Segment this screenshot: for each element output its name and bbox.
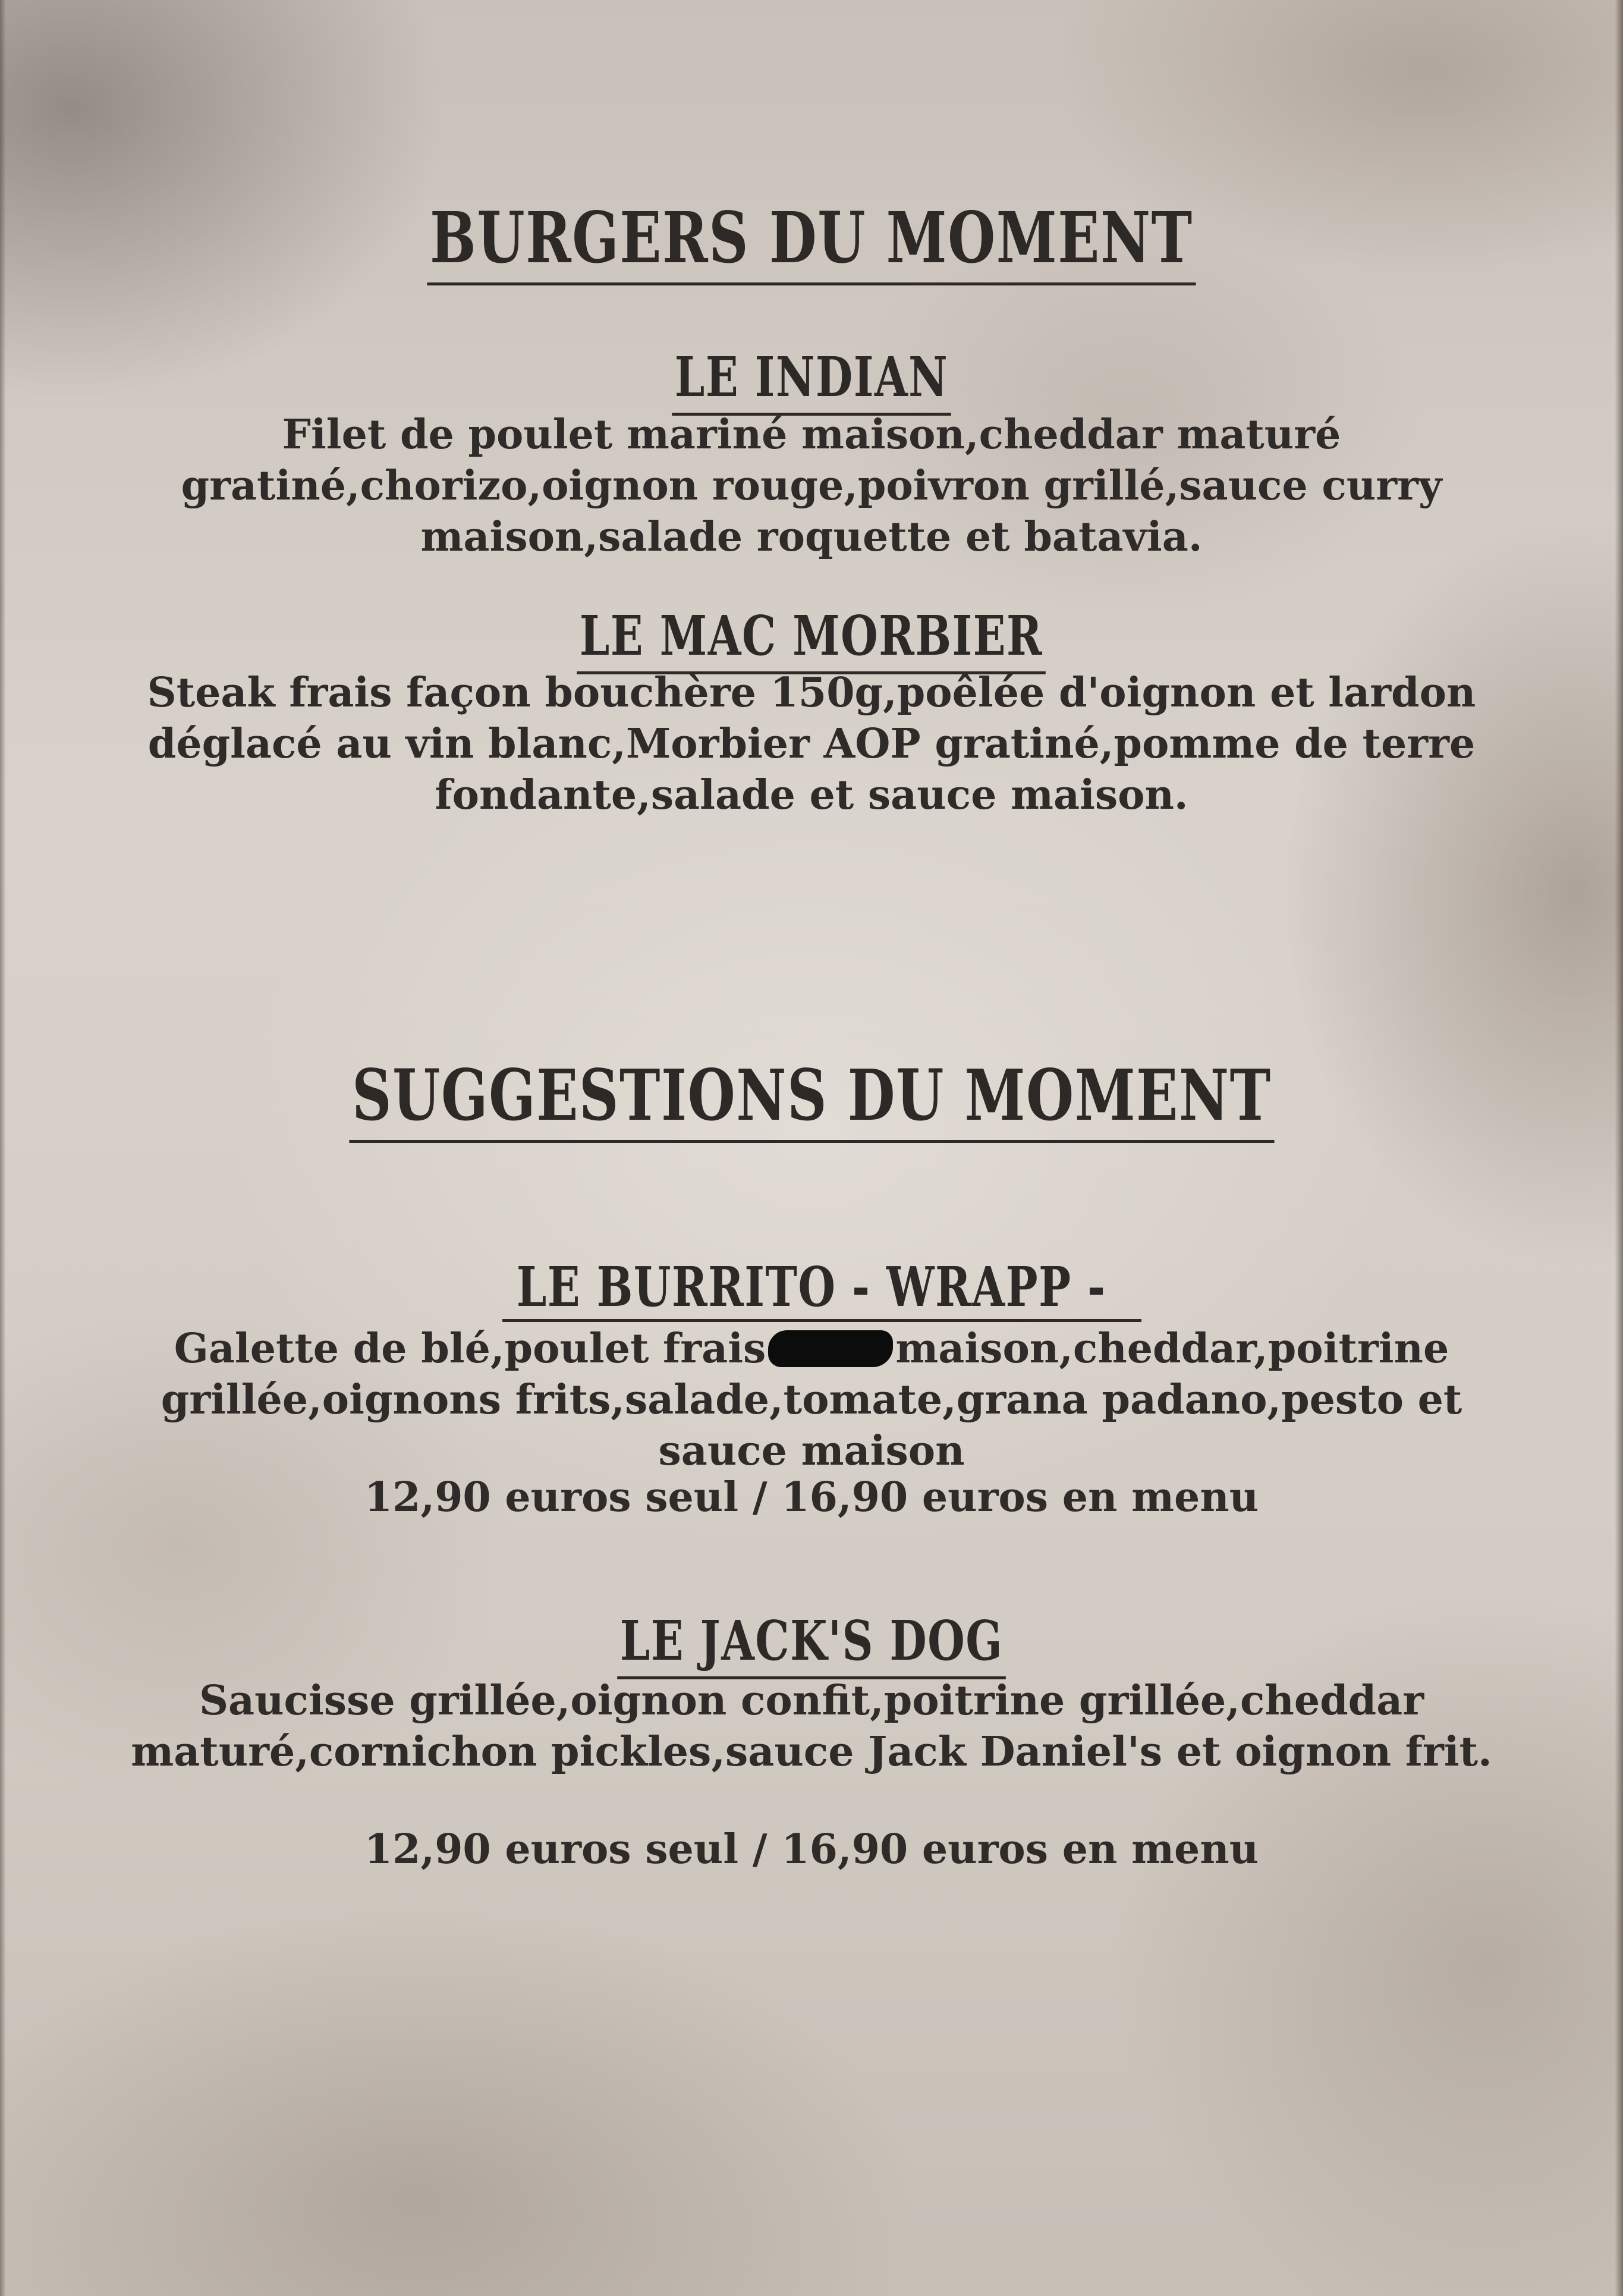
item-description-le-burrito-wrapp <box>59 1323 1564 1477</box>
suggestions-title-text: SUGGESTIONS DU MOMENT <box>349 1054 1274 1143</box>
description-line: maison,salade roquette et batavia. <box>420 513 1203 561</box>
description-line: gratiné,chorizo,oignon rouge,poivron grillé,sauce curry <box>181 462 1442 510</box>
item-title-le-indian <box>0 345 1623 416</box>
suggestions-section-title <box>0 1054 1623 1143</box>
burgers-title-text: BURGERS DU MOMENT <box>427 196 1196 285</box>
description-line: Steak frais façon bouchère 150g,poêlée d'oignon et lardon <box>147 669 1476 717</box>
item-description-le-indian <box>59 409 1564 563</box>
description-line: Filet de poulet mariné maison,cheddar maturé <box>282 411 1341 458</box>
description-line: déglacé au vin blanc,Morbier AOP gratiné,pomme de terre <box>147 720 1476 768</box>
description-line: maturé,cornichon pickles,sauce Jack Daniel's et oignon frit. <box>131 1728 1492 1776</box>
description-line: fondante,salade et sauce maison. <box>435 771 1188 819</box>
item-description-le-jacks-dog <box>59 1675 1564 1777</box>
le-burrito-title-text: LE BURRITO - WRAPP - <box>517 1255 1106 1319</box>
price-text: 12,90 euros seul / 16,90 euros en menu <box>364 1826 1259 1873</box>
description-line: sauce maison <box>658 1427 965 1475</box>
le-burrito-title-underline <box>502 1319 1141 1322</box>
le-indian-title-text: LE INDIAN <box>672 345 951 416</box>
description-fragment: Galette de blé,poulet frais <box>174 1325 766 1372</box>
description-line: grillée,oignons frits,salade,tomate,grana padano,pesto et <box>161 1376 1462 1424</box>
description-line <box>59 1323 1564 1374</box>
item-description-le-mac-morbier <box>59 667 1564 821</box>
item-price-le-burrito-wrapp <box>0 1474 1623 1521</box>
item-price-le-jacks-dog <box>0 1826 1623 1873</box>
description-fragment: maison,cheddar,poitrine <box>895 1325 1449 1372</box>
price-text: 12,90 euros seul / 16,90 euros en menu <box>364 1474 1259 1521</box>
description-line: Saucisse grillée,oignon confit,poitrine grillée,cheddar <box>199 1677 1424 1725</box>
le-mac-morbier-title-text: LE MAC MORBIER <box>577 604 1046 674</box>
item-title-le-mac-morbier <box>0 604 1623 674</box>
item-title-le-burrito-wrapp <box>0 1255 1623 1323</box>
burgers-section-title <box>0 196 1623 285</box>
item-title-le-jacks-dog <box>0 1609 1623 1679</box>
redaction-mark <box>768 1330 893 1367</box>
le-jacks-dog-title-text: LE JACK'S DOG <box>617 1609 1006 1679</box>
